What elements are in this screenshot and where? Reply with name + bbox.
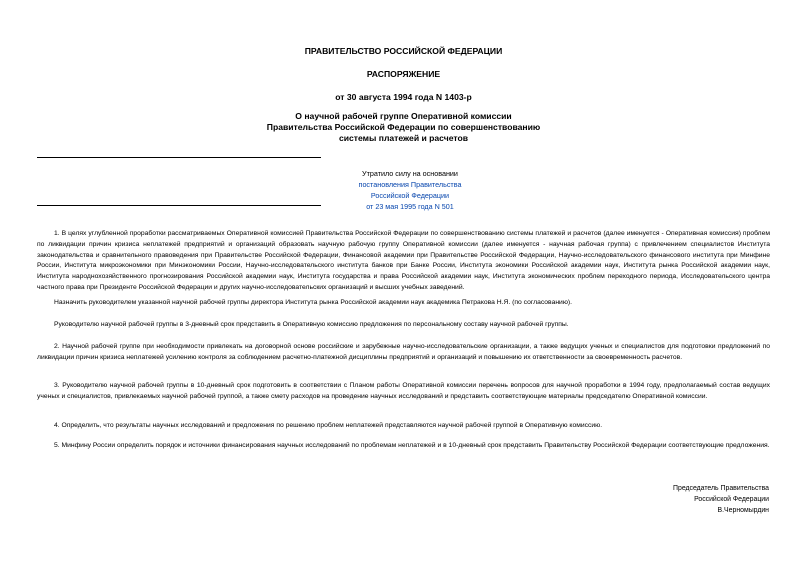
paragraph-2: 2. Научной рабочей группе при необходимости привлекать на договорной основе российские и зарубежные научно-исследовательские организации, а также ведущих ученых и специалистов для подготовки предложений по ликвидации причин кризиса неплатежей усилению контроля за соблюдением расчетно-платежной дисциплины предприятий и организаций и повышению их ответственности за своевременность расчетов. xyxy=(37,343,770,361)
divider-bottom xyxy=(37,205,321,206)
government-name: ПРАВИТЕЛЬСТВО РОССИЙСКОЙ ФЕДЕРАЦИИ xyxy=(304,46,503,56)
paragraph-composition: Руководителю научной рабочей группы в 3-дневный срок представить в Оперативную комиссию предложения по персональному составу научной рабочей группы. xyxy=(54,321,569,328)
paragraph-appointment: Назначить руководителем указанной научной рабочей группы директора Института рынка Российской академии наук академика Петракова Н.Я. (по согласованию). xyxy=(54,299,573,306)
signature-position: Председатель Правительства xyxy=(673,485,769,492)
status-note-text: Утратило силу на основании xyxy=(362,169,458,178)
paragraph-4: 4. Определить, что результаты научных исследований и предложения по решению проблем неплатежей представляются научной рабочей группой в Оперативную комиссию. xyxy=(54,422,603,429)
document-type: РАСПОРЯЖЕНИЕ xyxy=(366,69,441,79)
paragraph-1: 1. В целях углубленной проработки рассматриваемых Оперативной комиссией Правительства Российской Федерации по совершенствованию системы платежей и расчетов (далее именуется - Оперативная комиссия) проблем по ликвидации причин кризиса неплатежей предприятий и организаций образовать научную рабочую группу Оперативной комиссии (далее именуется - научная рабочая группа) с привлечением специалистов Института законодательства и сравнительного правоведения при Правительстве Российской Федерации, Финансовой академии при Правительстве Российской Федерации, Научно-исследовательского финансового института при Минфине России, Института микроэкономики при Минэкономики России, Научно-исследовательского института банков при Банке России, Института экономики Российской академии наук, Института рынка Российской академии наук, Института народнохозяйственного прогнозирования Российской академии наук, Института государства и права Российской академии наук, Института экономических проблем переходного периода, Исследовательского центра частного права при Президенте Российской Федерации и других научно-исследовательских организаций и высших учебных заведений. xyxy=(37,230,770,291)
document-title-line-3: системы платежей и расчетов xyxy=(338,133,469,143)
paragraph-3: 3. Руководителю научной рабочей группы в 10-дневный срок подготовить в соответствии с Планом работы Оперативной комиссии перечень вопросов для научной проработки в 1994 году, предполагаемый состав ведущих ученых и специалистов, привлекаемых научной рабочей группой, а также смету расходов на проведение научных исследований и представить соответствующие материалы председателю Оперативной комиссии. xyxy=(37,382,770,400)
signature-block xyxy=(673,484,769,516)
repeal-decree-link[interactable]: постановления Правительства Российской Федерации xyxy=(358,180,462,200)
signature-name: В.Черномырдин xyxy=(717,506,769,514)
status-note xyxy=(340,168,480,212)
paragraph-5: 5. Минфину России определить порядок и источники финансирования научных исследований по проблемам неплатежей и в 10-дневный срок представить Правительству Российской Федерации соответствующие предложения. xyxy=(54,442,770,449)
document-date-number: от 30 августа 1994 года N 1403-р xyxy=(335,92,472,102)
document-title-line-1: О научной рабочей группе Оперативной комиссии xyxy=(295,111,512,121)
repeal-decree-link-date[interactable]: от 23 мая 1995 года N 501 xyxy=(366,202,454,211)
signature-organization: Российской Федерации xyxy=(694,495,769,503)
divider-top xyxy=(37,157,321,158)
document-title-line-2: Правительства Российской Федерации по совершенствованию xyxy=(266,122,541,132)
